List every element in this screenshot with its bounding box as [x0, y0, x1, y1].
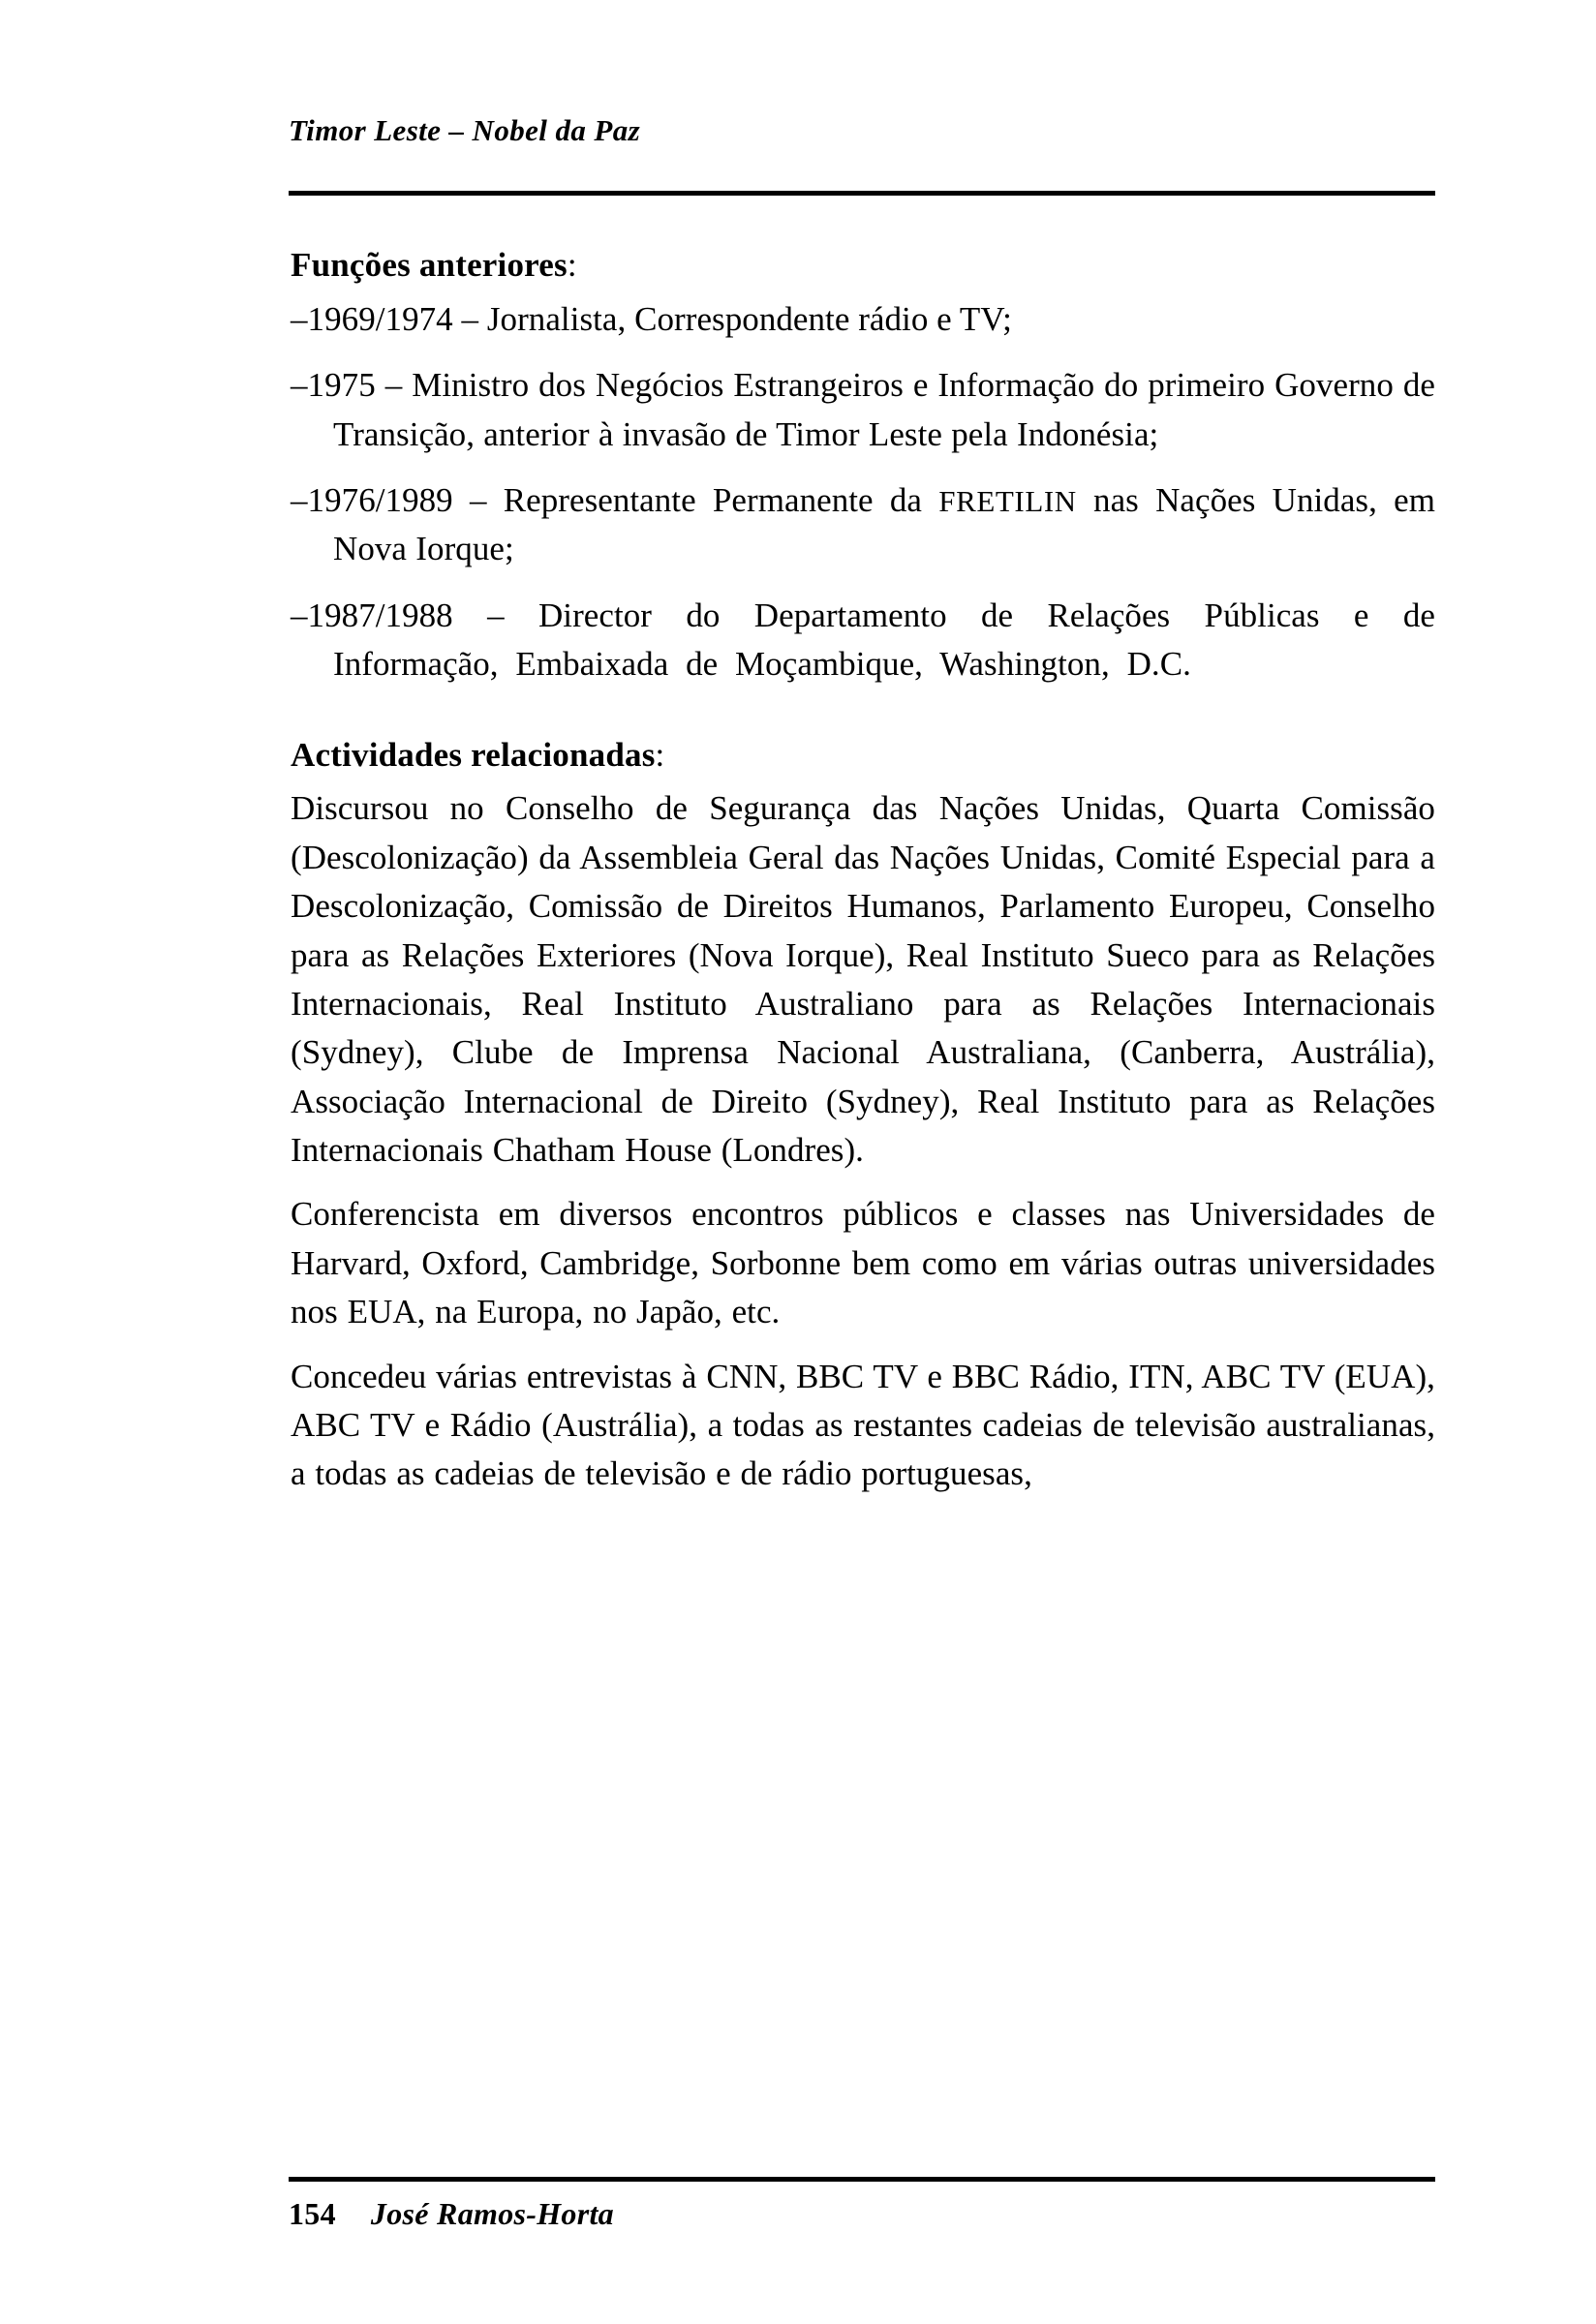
entry-1969-1974: –1969/1974 – Jornalista, Correspondente rádio e TV;	[291, 299, 1012, 338]
body-column	[291, 244, 1435, 1499]
entry-organization-fretilin: FRETILIN	[938, 483, 1077, 518]
paragraph-discursou: Discursou no Conselho de Segurança das Nações Unidas, Quarta Comissão (Descolonização) da Assembleia Geral das Nações Unidas, Comité Especial para a Descolonização, Comissão de Direitos Humanos, Parlamento Europeu, Conselho para as Relações Exteriores (Nova Iorque), Real Instituto Sueco para as Relações Internacionais, Real Instituto Australiano para as Relações Internacionais (Sydney), Clube de Imprensa Nacional Australiana, (Canberra, Austrália), Associação Internacional de Direito (Sydney), Real Instituto para as Relações Internacionais Chatham House (Londres).	[291, 789, 1435, 1170]
header-rule	[289, 191, 1435, 196]
paragraph-concedeu: Concedeu várias entrevistas à CNN, BBC TV e BBC Rádio, ITN, ABC TV (EUA), ABC TV e Rádio (Austrália), a todas as restantes cadeias de televisão australianas, a todas as cadeias de televisão e de rádio portuguesas,	[291, 1357, 1435, 1493]
entry-1975: –1975 – Ministro dos Negócios Estrangeiros e Informação do primeiro Governo de Transição, anterior à invasão de Timor Leste pela Indonésia;	[291, 366, 1435, 453]
running-head-text: Timor Leste – Nobel da Paz	[289, 113, 641, 147]
section-heading-label: Actividades relacionadas	[291, 735, 656, 774]
running-head	[289, 114, 1435, 147]
page-footer	[289, 2196, 1435, 2232]
section-heading-colon: :	[655, 735, 665, 774]
section-heading-funcoes-anteriores	[291, 244, 1435, 288]
section-heading-label: Funções anteriores	[291, 246, 568, 284]
page-number: 154	[289, 2196, 336, 2231]
section-heading-colon: :	[567, 246, 577, 284]
entry-prefix: –1976/1989 – Representante Permanente da	[291, 480, 939, 519]
section-heading-actividades-relacionadas	[291, 734, 1435, 778]
entry-1987-1988: –1987/1988 – Director do Departamento de Relações Públicas e de Informação, Embaixada de Moçambique, Washington, D.C.	[291, 596, 1435, 684]
entry-suffix: nas Nações Unidas, em Nova Iorque;	[333, 480, 1435, 568]
footer-author-name: José Ramos-Horta	[370, 2196, 614, 2231]
entry-1976-1989	[291, 476, 1435, 574]
footer-rule	[289, 2177, 1435, 2182]
paragraph-conferencista: Conferencista em diversos encontros públicos e classes nas Universidades de Harvard, Oxford, Cambridge, Sorbonne bem como em várias outras universidades nos EUA, na Europa, no Japão, etc.	[291, 1195, 1435, 1331]
